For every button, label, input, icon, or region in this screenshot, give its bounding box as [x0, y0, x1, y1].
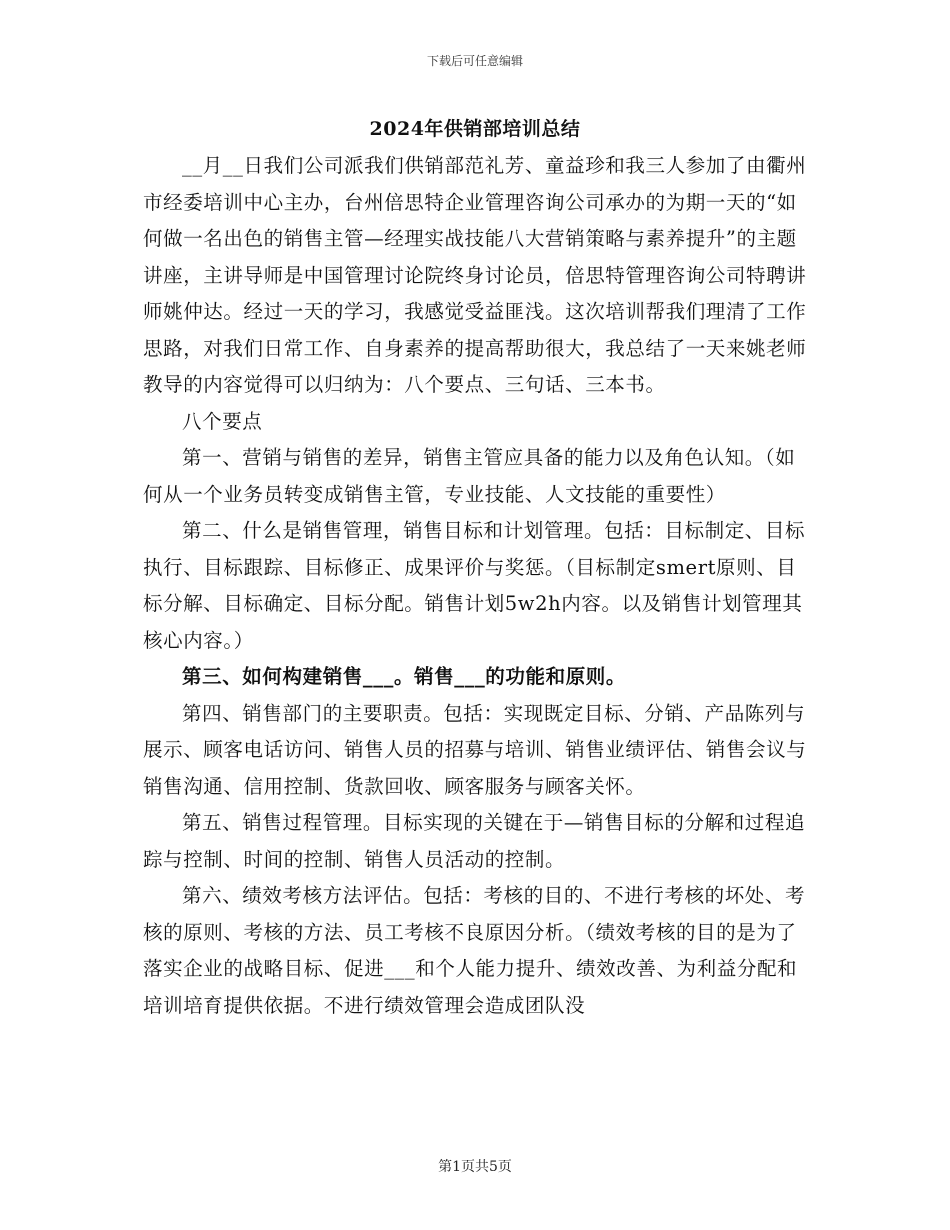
page-footer: 第1页共5页	[438, 1159, 512, 1175]
header-note: 下载后可任意编辑	[426, 54, 523, 68]
document-body	[143, 148, 807, 1024]
paragraph-point-1: 第一、营销与销售的差异，销售主管应具备的能力以及角色认知。（如何从一个业务员转变成销售主管，专业技能、人文技能的重要性）	[143, 446, 796, 506]
paragraph-point-6: 第六、绩效考核方法评估。包括：考核的目的、不进行考核的坏处、考核的原则、考核的方法、员工考核不良原因分析。（绩效考核的目的是为了落实企业的战略目标、促进___和个人能力提升、绩效改善、为利益分配和培训培育提供依据。不进行绩效管理会造成团队没	[143, 884, 806, 1017]
paragraph-point-4: 第四、销售部门的主要职责。包括：实现既定目标、分销、产品陈列与展示、顾客电话访问、销售人员的招募与培训、销售业绩评估、销售会议与销售沟通、信用控制、货款回收、顾客服务与顾客关怀。	[143, 701, 807, 798]
document-title: 2024年供销部培训总结	[369, 118, 581, 140]
paragraph-point-3: 第三、如何构建销售___。销售___的功能和原则。	[182, 665, 627, 688]
paragraph-point-5: 第五、销售过程管理。目标实现的关键在于—销售目标的分解和过程追踪与控制、时间的控制、销售人员活动的控制。	[143, 811, 806, 871]
paragraph-intro: __月__日我们公司派我们供销部范礼芳、童益珍和我三人参加了由衢州市经委培训中心主办，台州倍思特企业管理咨询公司承办的为期一天的“如何做一名出色的销售主管—经理实战技能八大营销策略与素养提升”的主题讲座，主讲导师是中国管理讨论院终身讨论员，倍思特管理咨询公司特聘讲师姚仲达。经过一天的学习，我感觉受益匪浅。这次培训帮我们理清了工作思路，对我们日常工作、自身素养的提高帮助很大，我总结了一天来姚老师教导的内容觉得可以归纳为：八个要点、三句话、三本书。	[143, 154, 807, 396]
section-heading-eight-points: 八个要点	[182, 409, 263, 433]
paragraph-point-2: 第二、什么是销售管理，销售目标和计划管理。包括：目标制定、目标执行、目标跟踪、目标修正、成果评价与奖惩。（目标制定smert原则、目标分解、目标确定、目标分配。销售计划5w2h内容。以及销售计划管理其核心内容。）	[143, 519, 806, 652]
